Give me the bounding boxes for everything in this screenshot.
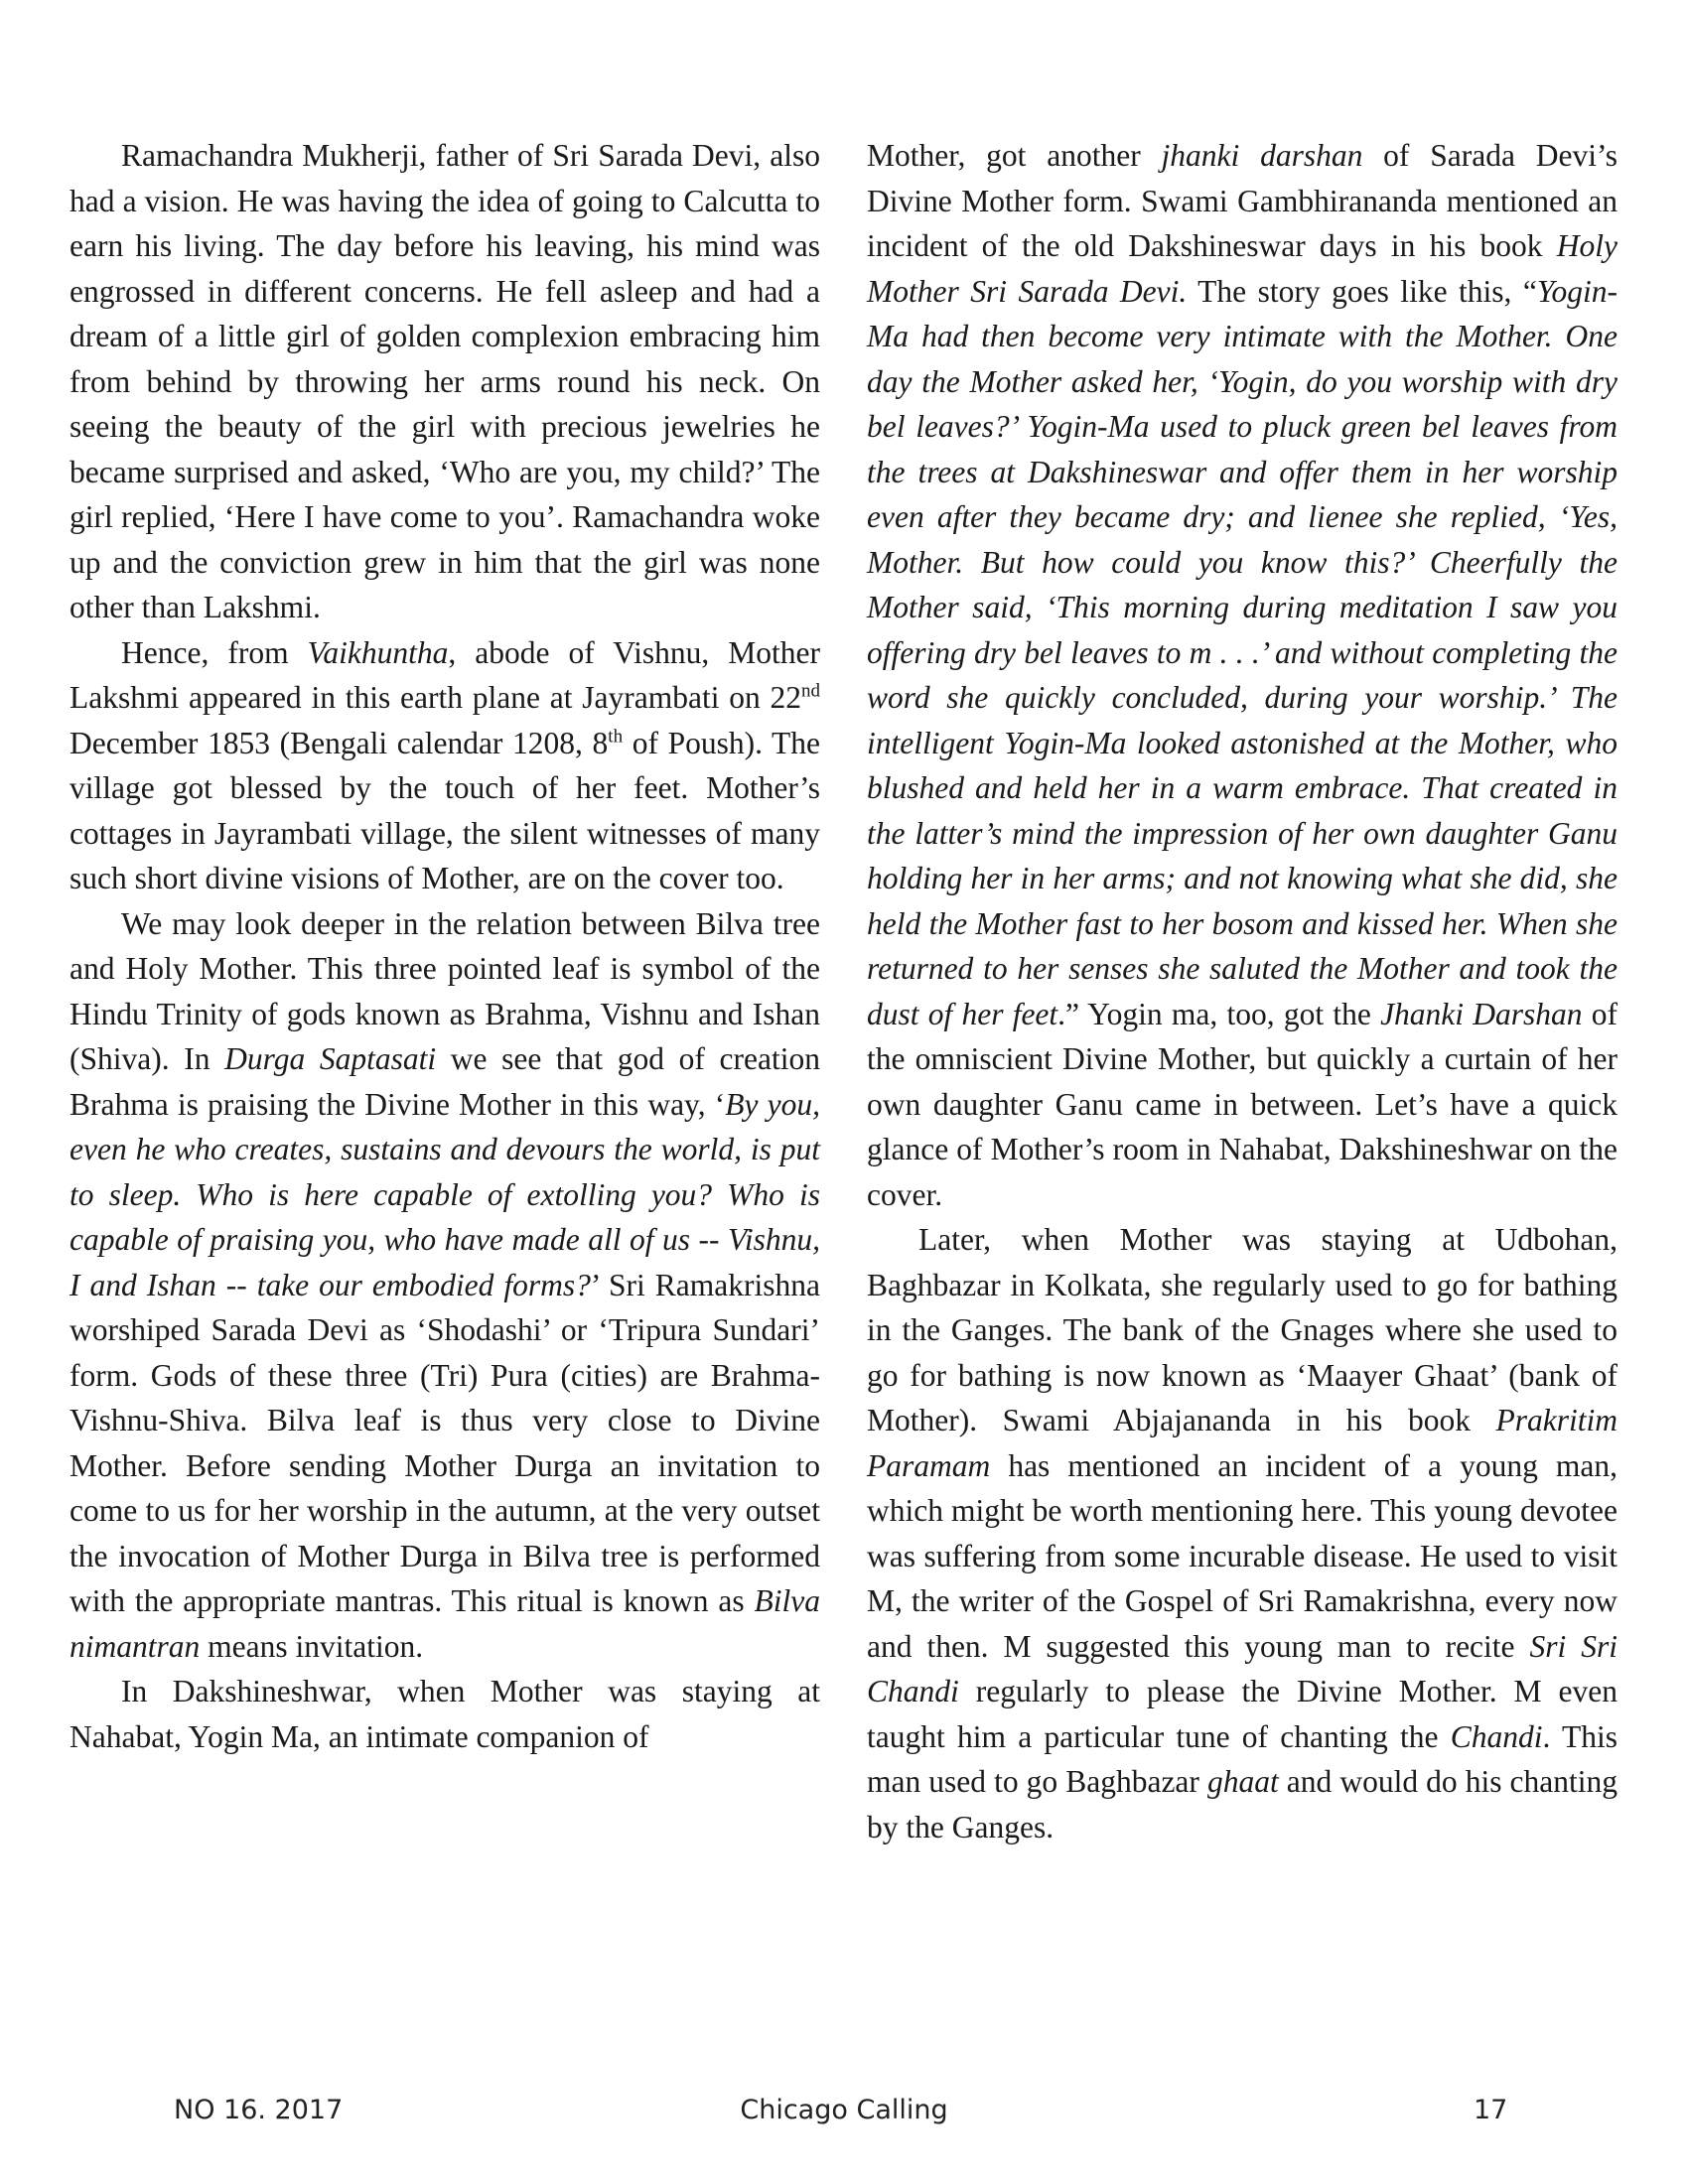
text-run: has mentioned an incident of a young man, which might be worth mentioning here. This young devotee was suffering from some incurable disease. He used to visit M, the writer of the Gospel of Sri Ramakrishna, every now and then. M suggested this young man to recite	[867, 1447, 1618, 1664]
text-run: We may look deeper in the relation between Bilva tree and Holy Mother. This three pointed leaf is symbol of the Hindu Trinity of gods known as Brahma, Vishnu and Ishan (Shiva). In	[70, 905, 820, 1076]
italic-term: ghaat	[1206, 1764, 1279, 1799]
footer-page-number: 17	[1474, 2095, 1508, 2125]
text-run: means invitation.	[200, 1628, 424, 1664]
text-run: of Sarada Devi’s Divine Mother form. Swami Gambhirananda mentioned an incident of the old Dakshineswar days in his book	[867, 138, 1618, 263]
text-run: .” Yogin ma, too, got the	[1057, 996, 1381, 1031]
paragraph-ramachandra-vision	[70, 133, 820, 630]
text-run: In Dakshineshwar, when Mother was staying at Nahabat, Yogin Ma, an intimate companion of	[70, 1674, 820, 1754]
paragraph-bilva-tree	[70, 901, 820, 1670]
text-run: of the omniscient Divine Mother, but quickly a curtain of her own daughter Ganu came in between. Let’s have a quick glance of Mother’s room in Nahabat, Dakshineshwar on the cover.	[867, 996, 1618, 1212]
paragraph-yogin-ma-story	[867, 133, 1618, 1217]
text-run: we see that god of creation Brahma is praising the Divine Mother in this way, ‘	[70, 1041, 820, 1122]
text-run: and would do his chanting by the Ganges.	[867, 1764, 1618, 1844]
footer-issue: NO 16. 2017	[174, 2095, 344, 2125]
text-run: Ramachandra Mukherji, father of Sri Sarada Devi, also had a vision. He was having the idea of going to Calcutta to earn his living. The day before his leaving, his mind was engrossed in different concerns. He fell asleep and had a dream of a little girl of golden complexion embracing him from behind by throwing her arms round his neck. On seeing the beauty of the girl with precious jewelries he became surprised and asked, ‘Who are you, my child?’ The girl replied, ‘Here I have come to you’. Ramachandra woke up and the conviction grew in him that the girl was none other than Lakshmi.	[70, 138, 820, 624]
text-run: December 1853 (Bengali calendar 1208, 8	[70, 725, 609, 760]
superscript-ordinal: th	[608, 726, 624, 747]
paragraph-udbohan-ganges	[867, 1217, 1618, 1849]
italic-term: Durga Saptasati	[224, 1041, 437, 1076]
paragraph-lakshmi-appearance	[70, 630, 820, 901]
text-run: of Poush). The village got blessed by the touch of her feet. Mother’s cottages in Jayrambati village, the silent witnesses of many such short divine visions of Mother, are on the cover too.	[70, 725, 820, 895]
text-run: regularly to please the Divine Mother. M even taught him a particular tune of chanting the	[867, 1674, 1618, 1754]
footer-publication-title: Chicago Calling	[740, 2095, 948, 2125]
text-run: , abode of Vishnu, Mother Lakshmi appeared in this earth plane at Jayrambati on 22	[70, 634, 820, 715]
italic-book-title: Prakritim Paramam	[867, 1403, 1618, 1483]
text-run: Later, when Mother was staying at Udbohan, Baghbazar in Kolkata, she regularly used to go for bathing in the Ganges. The bank of the Gnages where she used to go for bathing is now known as ‘Maayer Ghaat’ (bank of Mother). Swami Abjajananda in his book	[867, 1222, 1618, 1437]
right-column	[867, 133, 1618, 1849]
paragraph-dakshineshwar-start	[70, 1669, 820, 1759]
italic-quote: By you, even he who creates, sustains and devours the world, is put to sleep. Who is here capable of extolling you? Who is capable of praising you, who have made all of us -- Vishnu, I and Ishan -- take our embodied forms?	[70, 1086, 820, 1302]
italic-book-title: Holy Mother Sri Sarada Devi.	[867, 228, 1618, 309]
text-run: . This man used to go Baghbazar	[867, 1718, 1618, 1799]
italic-term: jhanki darshan	[1161, 138, 1363, 173]
text-run: Hence, from	[121, 634, 308, 670]
italic-term: Chandi	[1450, 1718, 1543, 1754]
superscript-ordinal: nd	[801, 680, 820, 702]
italic-term: Jhanki Darshan	[1380, 996, 1583, 1031]
italic-term: Sri Sri Chandi	[867, 1628, 1618, 1708]
italic-term: Bilva nimantran	[70, 1583, 820, 1664]
text-run: ’ Sri Ramakrishna worshiped Sarada Devi as ‘Shodashi’ or ‘Tripura Sundari’ form. Gods of these three (Tri) Pura (cities) are Brahma-Vishnu-Shiva. Bilva leaf is thus very close to Divine Mother. Before sending Mother Durga an invitation to come to us for her worship in the autumn, at the very outset the invocation of Mother Durga in Bilva tree is performed with the appropriate mantras. This ritual is known as	[70, 1267, 820, 1618]
text-run: Mother, got another	[867, 138, 1162, 173]
text-run: The story goes like this, “	[1187, 273, 1537, 309]
italic-quote: Yogin-Ma had then become very intimate with the Mother. One day the Mother asked her, ‘Yogin, do you worship with dry bel leaves?’ Yogin-Ma used to pluck green bel leaves from the trees at Dakshineswar and offer them in her worship even after they became dry; and lienee she replied, ‘Yes, Mother. But how could you know this?’ Cheerfully the Mother said, ‘This morning during meditation I saw you offering dry bel leaves to m . . .’ and without completing the word she quickly concluded, during your worship.’ The intelligent Yogin-Ma looked astonished at the Mother, who blushed and held her in a warm embrace. That created in the latter’s mind the impression of her own daughter Ganu holding her in her arms; and not knowing what she did, she held the Mother fast to her bosom and kissed her. When she returned to her senses she saluted the Mother and took the dust of her feet	[867, 273, 1618, 1031]
left-column	[70, 133, 820, 1759]
italic-term: Vaikhuntha	[307, 634, 449, 670]
